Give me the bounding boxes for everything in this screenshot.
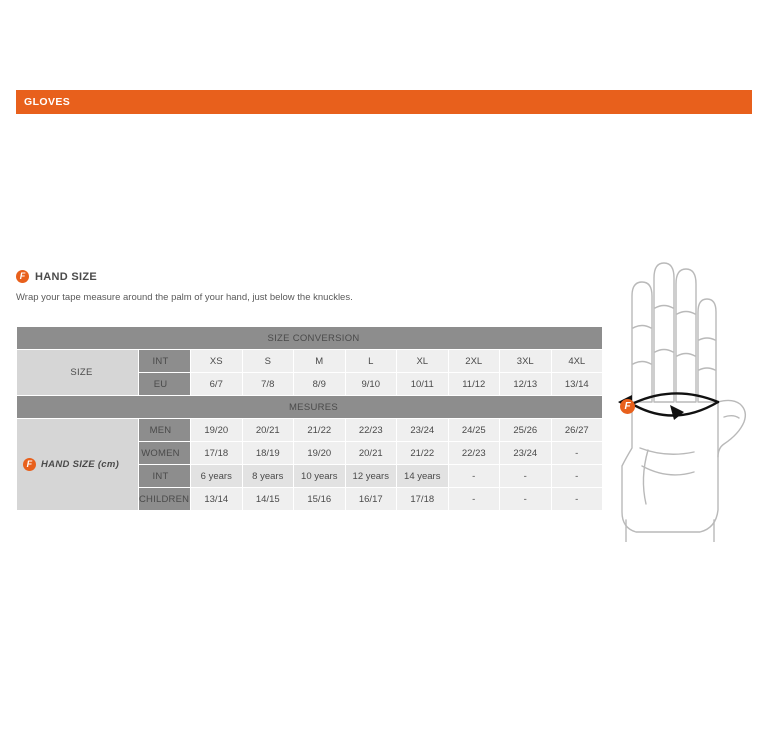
table-section-header-row	[17, 327, 603, 350]
table-section-header-row	[17, 396, 603, 419]
f-logo-icon: F	[620, 399, 635, 414]
cell: -	[500, 465, 552, 488]
cell: 12/13	[500, 373, 552, 396]
cell: 4XL	[551, 350, 603, 373]
size-conversion-header: SIZE CONVERSION	[17, 327, 603, 350]
cell: 6 years	[191, 465, 243, 488]
cell: 17/18	[397, 488, 449, 511]
f-logo-icon: F	[16, 270, 29, 283]
hand-size-heading	[16, 270, 97, 283]
cell: 21/22	[294, 419, 346, 442]
cell: 14 years	[397, 465, 449, 488]
section-subtitle: Wrap your tape measure around the palm of your hand, just below the knuckles.	[16, 292, 353, 303]
cell: 9/10	[345, 373, 397, 396]
mesures-header: MESURES	[17, 396, 603, 419]
cell: 21/22	[397, 442, 449, 465]
table-row	[17, 350, 603, 373]
cell: 3XL	[500, 350, 552, 373]
row-label-women: WOMEN	[139, 442, 191, 465]
group-label-size: SIZE	[17, 350, 139, 396]
cell: -	[448, 488, 500, 511]
banner-title: GLOVES	[24, 96, 71, 108]
cell: XL	[397, 350, 449, 373]
cell: 26/27	[551, 419, 603, 442]
f-logo-icon: F	[23, 458, 36, 471]
cell: 7/8	[242, 373, 294, 396]
cell: L	[345, 350, 397, 373]
row-label-men: MEN	[139, 419, 191, 442]
cell: 10 years	[294, 465, 346, 488]
cell: 16/17	[345, 488, 397, 511]
row-label-int-children: INT	[139, 465, 191, 488]
cell: 18/19	[242, 442, 294, 465]
cell: 11/12	[448, 373, 500, 396]
hand-illustration	[596, 252, 756, 542]
cell: 2XL	[448, 350, 500, 373]
cell: 20/21	[242, 419, 294, 442]
group-label-text: HAND SIZE (cm)	[41, 459, 120, 470]
cell: 23/24	[500, 442, 552, 465]
row-label-children: CHILDREN	[139, 488, 191, 511]
cell: S	[242, 350, 294, 373]
cell: -	[551, 488, 603, 511]
cell: 19/20	[191, 419, 243, 442]
cell: 6/7	[191, 373, 243, 396]
cell: -	[551, 465, 603, 488]
cell: XS	[191, 350, 243, 373]
cell: 15/16	[294, 488, 346, 511]
size-table-container	[16, 326, 596, 511]
group-label-hand-size	[17, 419, 139, 511]
cell: 23/24	[397, 419, 449, 442]
section-title: HAND SIZE	[35, 270, 97, 283]
cell: 20/21	[345, 442, 397, 465]
cell: M	[294, 350, 346, 373]
row-label-int: INT	[139, 350, 191, 373]
cell: 8/9	[294, 373, 346, 396]
cell: 8 years	[242, 465, 294, 488]
cell: 17/18	[191, 442, 243, 465]
cell: 10/11	[397, 373, 449, 396]
cell: 25/26	[500, 419, 552, 442]
cell: 13/14	[551, 373, 603, 396]
cell: 12 years	[345, 465, 397, 488]
cell: -	[551, 442, 603, 465]
size-chart-table	[16, 326, 603, 511]
cell: 24/25	[448, 419, 500, 442]
cell: 13/14	[191, 488, 243, 511]
cell: -	[500, 488, 552, 511]
cell: 22/23	[345, 419, 397, 442]
gloves-banner	[16, 90, 752, 114]
cell: 19/20	[294, 442, 346, 465]
cell: 14/15	[242, 488, 294, 511]
row-label-eu: EU	[139, 373, 191, 396]
cell: -	[448, 465, 500, 488]
cell: 22/23	[448, 442, 500, 465]
table-row	[17, 419, 603, 442]
